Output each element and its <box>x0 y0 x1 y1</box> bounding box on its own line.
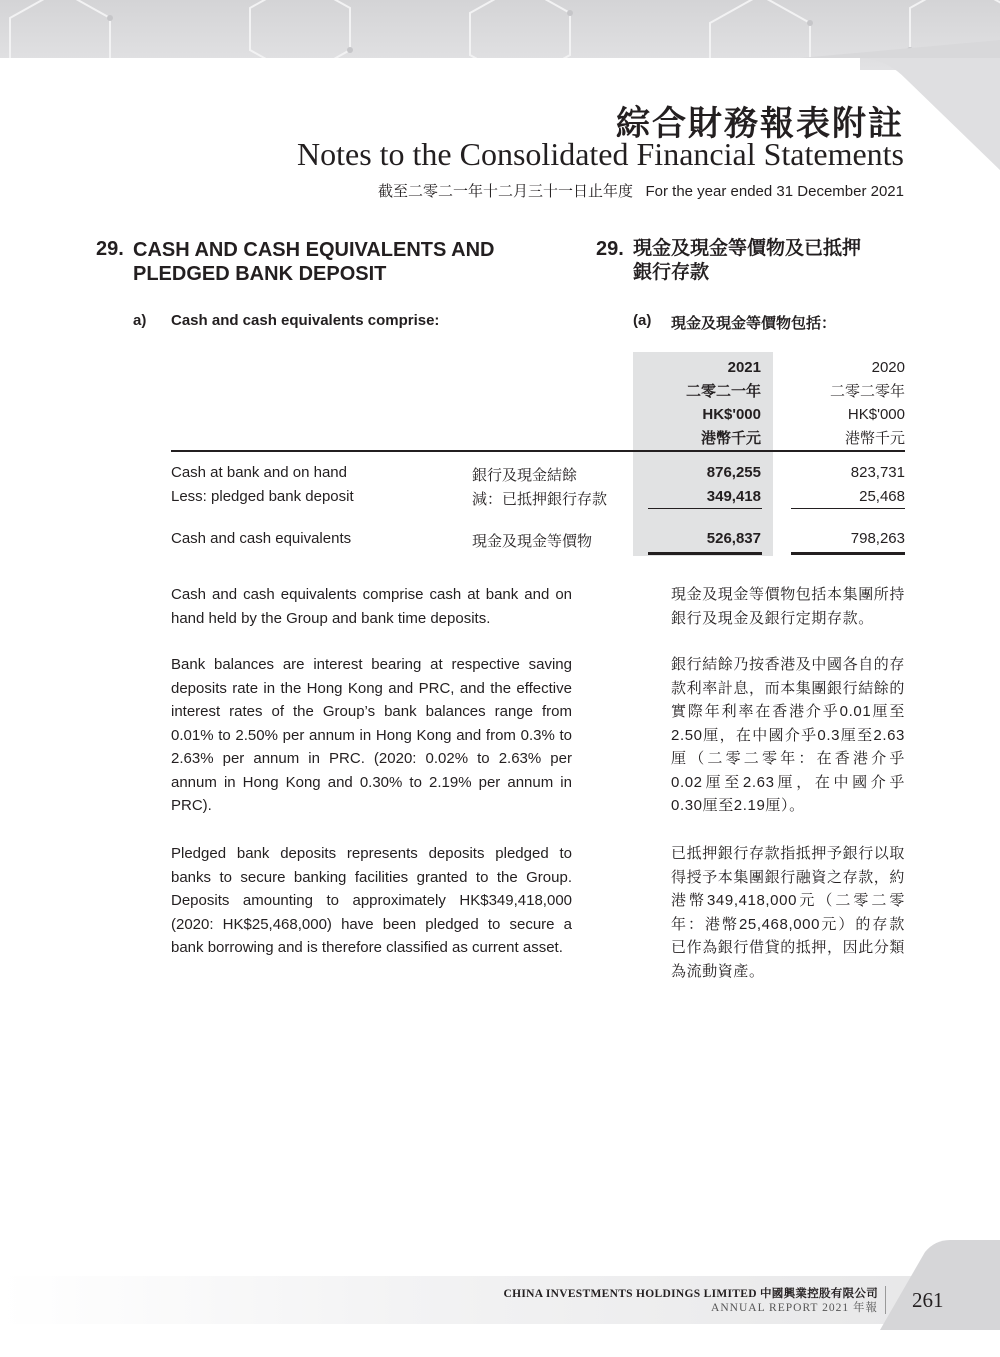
subsection-title-en: Cash and cash equivalents comprise: <box>171 312 440 329</box>
table-cell-2021: 526,837 <box>706 530 761 547</box>
subtitle-en: For the year ended 31 December 2021 <box>645 183 904 200</box>
subsection-marker-en: a) <box>133 312 147 329</box>
section-number-en: 29. <box>96 238 124 260</box>
subtotal-rule-2021 <box>648 508 762 509</box>
table-row-label-zh: 減：已抵押銀行存款 <box>472 491 608 508</box>
page-title-en: Notes to the Consolidated Financial Statements <box>296 136 904 172</box>
total-double-rule-2021 <box>648 552 762 555</box>
section-title-en-line2: PLEDGED BANK DEPOSIT <box>133 263 387 285</box>
section-title-zh-line1: 現金及現金等價物及已抵押 <box>633 237 862 259</box>
subsection-title-zh: 現金及現金等價物包括： <box>671 315 837 332</box>
header-card <box>0 58 860 98</box>
section-title-en <box>133 238 495 286</box>
footer-divider <box>885 1286 886 1314</box>
table-row-label-en: Cash and cash equivalents <box>171 530 352 547</box>
total-double-rule-2020 <box>791 552 905 555</box>
table-row-label-en: Less: pledged bank deposit <box>171 488 354 505</box>
paragraph-zh: 已抵押銀行存款指抵押予銀行以取得授予本集團銀行融資之存款，約港幣349,418,000元（二零二零年：港幣25,468,000元）的存款已作為銀行借貸的抵押，因此分類為流動資產。 <box>671 845 906 980</box>
page-title-zh: 綜合財務報表附註 <box>616 104 904 144</box>
table-cell-2021: 876,255 <box>706 464 761 481</box>
table-cell-2020: 823,731 <box>850 464 905 481</box>
section-title-zh <box>633 236 861 284</box>
footer-report-title: ANNUAL REPORT 2021 年報 <box>711 1302 878 1314</box>
table-row-label-zh: 銀行及現金結餘 <box>472 467 578 484</box>
column-year-zh: 二零二一年 <box>685 382 761 400</box>
column-year: 2020 <box>871 359 905 376</box>
subsection-marker-zh: (a) <box>633 312 652 329</box>
paragraph-zh: 現金及現金等價物包括本集團所持銀行及現金及銀行定期存款。 <box>671 586 906 627</box>
column-header-2021 <box>621 356 761 450</box>
page-subtitle <box>378 180 904 201</box>
table-row-label-zh: 現金及現金等價物 <box>472 533 593 550</box>
table-cell-2020: 798,263 <box>850 530 905 547</box>
column-unit: HK$'000 <box>702 406 761 423</box>
section-title-en-line1: CASH AND CASH EQUIVALENTS AND <box>133 239 495 261</box>
footer-company-name: CHINA INVESTMENTS HOLDINGS LIMITED 中國興業控股有限公司 <box>503 1288 878 1300</box>
paragraph-en: Pledged bank deposits represents deposits pledged to banks to secure banking facilities granted to the Group. Deposits amounting to approximately HK$349,418,000 (2020: HK$25,468,000) have been pledged to secure a bank borrowing and is therefore classified as current asset. <box>171 845 572 956</box>
column-year-zh: 二零二零年 <box>829 382 905 400</box>
column-unit: HK$'000 <box>847 406 905 423</box>
column-unit-zh: 港幣千元 <box>844 429 905 447</box>
footer-corner-shape <box>880 1240 1000 1330</box>
paragraph-zh: 銀行結餘乃按香港及中國各自的存款利率計息，而本集團銀行結餘的實際年利率在香港介乎0.01厘至2.50厘，在中國介乎0.3厘至2.63厘（二零二零年：在香港介乎0.02厘至2.63厘，在中國介乎0.30厘至2.19厘）。 <box>671 656 906 814</box>
paragraph-en: Bank balances are interest bearing at respective saving deposits rate in the Hong Kong and PRC, and the effective interest rates of the Group’s bank balances range from 0.01% to 2.50% per annum in Hong Kong and from 0.3% to 2.63% per annum in PRC. (2020: 0.02% to 2.63% per annum in Hong Kong and 0.30% to 2.19% per annum in PRC). <box>171 656 572 814</box>
subtitle-zh: 截至二零二一年十二月三十一日止年度 <box>377 183 633 200</box>
column-header-2020 <box>765 356 905 450</box>
subtotal-rule-2020 <box>791 508 905 509</box>
column-unit-zh: 港幣千元 <box>700 429 761 447</box>
table-row-label-en: Cash at bank and on hand <box>171 464 347 481</box>
table-cell-2021: 349,418 <box>706 488 761 505</box>
page-number: 261 <box>912 1288 944 1312</box>
table-header-rule <box>171 450 905 452</box>
table-cell-2020: 25,468 <box>859 488 905 505</box>
section-title-zh-line2: 銀行存款 <box>633 261 710 283</box>
paragraph-en: Cash and cash equivalents comprise cash at bank and on hand held by the Group and bank time deposits. <box>171 586 572 627</box>
section-number-zh: 29. <box>596 238 624 260</box>
column-year: 2021 <box>727 359 761 376</box>
